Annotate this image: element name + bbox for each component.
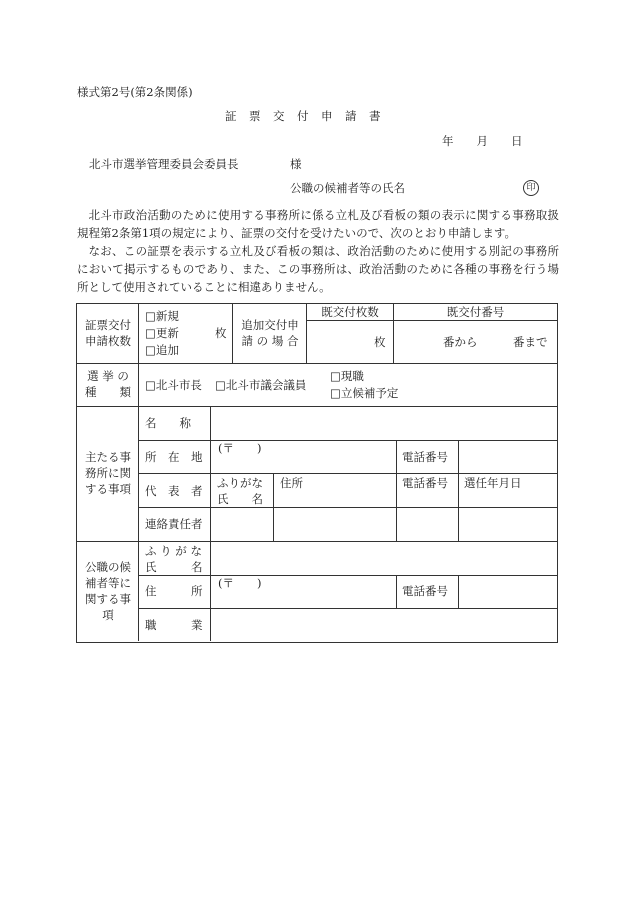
row-divider xyxy=(138,473,557,474)
checkbox-mayor[interactable]: □北斗市長 xyxy=(145,378,202,392)
checkbox-incumbent[interactable]: □現職 xyxy=(330,369,364,383)
row-divider xyxy=(76,363,557,364)
row-divider xyxy=(138,440,557,441)
issue-count-label: 証票交付 申請枚数 xyxy=(85,318,131,348)
col-divider xyxy=(458,440,459,541)
seal-icon: 印 xyxy=(523,180,539,196)
representative-label: 代 表 者 xyxy=(145,484,203,498)
candidate-section-label: 公職の候 補者等に 関する事 項 xyxy=(85,560,131,622)
checkbox-candidate[interactable]: □立候補予定 xyxy=(330,386,399,400)
checkbox-new[interactable]: □新規 xyxy=(145,309,179,323)
office-location-label: 所 在 地 xyxy=(145,450,203,464)
rep-address-label: 住所 xyxy=(280,476,303,490)
col-divider xyxy=(273,473,274,541)
candidate-occupation-label: 職 業 xyxy=(145,618,203,632)
office-phone-label: 電話番号 xyxy=(402,450,448,464)
row-divider xyxy=(76,406,557,407)
row-divider xyxy=(138,608,557,609)
col-divider xyxy=(393,304,394,363)
issued-number-from: 番から xyxy=(443,335,478,349)
col-divider xyxy=(306,304,307,363)
rep-phone-label: 電話番号 xyxy=(402,476,448,490)
col-divider xyxy=(396,575,397,608)
col-divider xyxy=(396,440,397,541)
honorific: 様 xyxy=(290,157,302,171)
issued-number-to: 番まで xyxy=(513,335,548,349)
col-divider xyxy=(232,304,233,363)
row-divider xyxy=(306,320,557,321)
col-divider xyxy=(138,304,139,641)
rep-furigana-name-label: ふりがな 氏 名 xyxy=(217,476,263,506)
issued-count-header: 既交付枚数 xyxy=(321,305,379,319)
paragraph-request: 北斗市政治活動のために使用する事務所に係る立札及び看板の類の表示に関する事務取扱規程第2条第1項の規定により、証票の交付を受けたいので、次のとおり申請します。 xyxy=(77,208,559,240)
candidate-postal-mark: (〒 ) xyxy=(218,576,262,590)
candidate-address-label: 住 所 xyxy=(145,584,203,598)
document-title: 証 票 交 付 申 請 書 xyxy=(225,109,381,123)
additional-issue-label: 追加交付申 請 の 場 合 xyxy=(241,318,299,348)
paragraph-declaration: なお、この証票を表示する立札及び看板の類は、政治活動のために使用する別記の事務所において掲示するものであり、また、この事務所は、政治活動のために各種の事務を行う場所として使用されていることに相違ありません。 xyxy=(77,244,559,294)
unit-mai: 枚 xyxy=(215,326,227,340)
row-divider xyxy=(138,575,557,576)
col-divider xyxy=(458,575,459,608)
candidate-phone-label: 電話番号 xyxy=(402,584,448,598)
office-name-label: 名 称 xyxy=(145,416,191,430)
election-type-label: 選 挙 の 種 類 xyxy=(85,369,131,399)
candidate-furigana-name-label: ふ り が な 氏 名 xyxy=(145,544,203,574)
checkbox-renew[interactable]: □更新 xyxy=(145,326,179,340)
date-field[interactable]: 年 月 日 xyxy=(442,134,523,148)
col-divider xyxy=(210,406,211,641)
office-postal-mark: (〒 ) xyxy=(218,441,262,455)
issued-number-header: 既交付番号 xyxy=(446,305,505,319)
issued-count-unit: 枚 xyxy=(374,335,386,349)
row-divider xyxy=(138,507,557,508)
office-section-label: 主たる事 務所に関 する事項 xyxy=(85,450,131,496)
checkbox-add[interactable]: □追加 xyxy=(145,343,179,357)
addressee: 北斗市選挙管理委員会委員長 xyxy=(89,157,239,171)
checkbox-council[interactable]: □北斗市議会議員 xyxy=(215,378,307,392)
applicant-name-label: 公職の候補者等の氏名 xyxy=(290,181,405,195)
rep-appointed-date-label: 選任年月日 xyxy=(464,476,522,490)
row-divider xyxy=(76,541,557,542)
form-label: 様式第2号(第2条関係) xyxy=(77,85,193,99)
contact-person-label: 連絡責任者 xyxy=(145,517,203,531)
